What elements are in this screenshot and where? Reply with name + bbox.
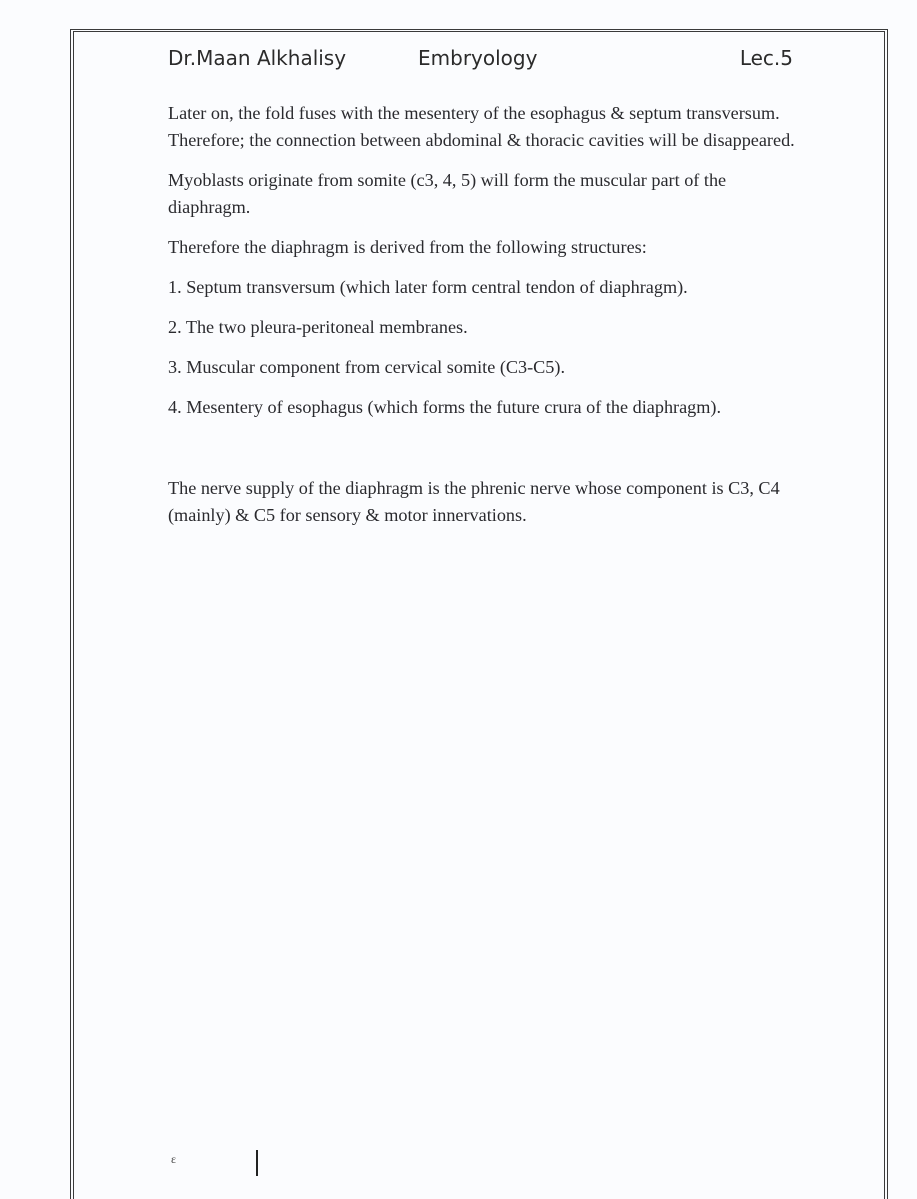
header-subject: Embryology bbox=[418, 46, 538, 70]
paragraph-nerve-supply: The nerve supply of the diaphragm is the phrenic nerve whose component is C3, C4 (mainly) & C5 for sensory & motor innervations. bbox=[168, 478, 780, 525]
header-author: Dr.Maan Alkhalisy bbox=[168, 46, 347, 70]
list-item-mesentery-esophagus: 4. Mesentery of esophagus (which forms the future crura of the diaphragm). bbox=[168, 397, 722, 417]
lecture-body bbox=[168, 100, 798, 542]
footer-scan-mark bbox=[256, 1150, 258, 1176]
list-item-pleuroperitoneal-membranes: 2. The two pleura-peritoneal membranes. bbox=[168, 317, 468, 337]
list-item-septum-transversum: 1. Septum transversum (which later form central tendon of diaphragm). bbox=[168, 277, 688, 297]
page-header bbox=[168, 46, 793, 78]
footer-stray-glyph: ε bbox=[171, 1152, 177, 1166]
paragraph-myoblasts: Myoblasts originate from somite (c3, 4, 5) will form the muscular part of the diaphragm. bbox=[168, 170, 727, 217]
paragraph-derivation-intro: Therefore the diaphragm is derived from the following structures: bbox=[168, 237, 647, 257]
list-item-muscular-component: 3. Muscular component from cervical somite (C3-C5). bbox=[168, 357, 565, 377]
paragraph-fold-fusion: Later on, the fold fuses with the mesentery of the esophagus & septum transversum. Therefore; the connection between abdominal & thoracic cavities will be disappeared. bbox=[168, 103, 795, 150]
header-lecture-number: Lec.5 bbox=[739, 46, 793, 70]
